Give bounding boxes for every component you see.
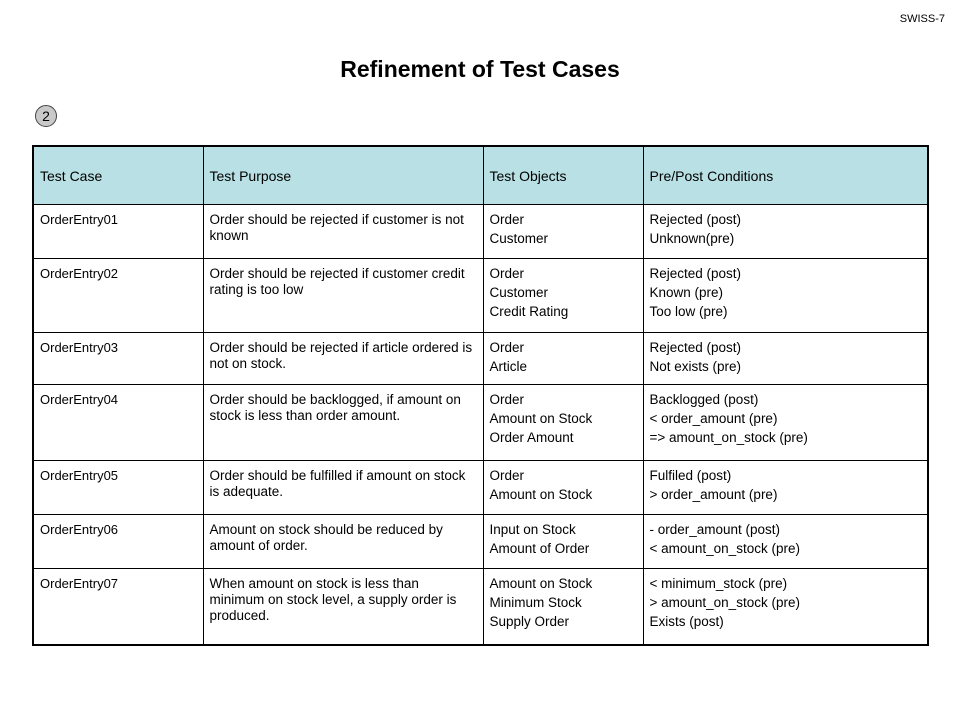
condition: Rejected (post) bbox=[649, 340, 742, 355]
test-object: Order bbox=[489, 340, 525, 355]
test-case-id: OrderEntry02 bbox=[33, 259, 203, 333]
test-purpose-cell bbox=[203, 515, 483, 569]
condition: Too low (pre) bbox=[649, 304, 728, 319]
table-row bbox=[33, 259, 928, 333]
condition: < minimum_stock (pre) bbox=[649, 576, 788, 591]
test-purpose-cell bbox=[203, 569, 483, 645]
page-title: Refinement of Test Cases bbox=[340, 56, 620, 82]
condition: Rejected (post) bbox=[649, 212, 742, 227]
test-purpose-cell bbox=[203, 461, 483, 515]
table-row bbox=[33, 569, 928, 645]
test-objects-cell bbox=[483, 385, 643, 461]
test-object: Order Amount bbox=[489, 430, 574, 445]
conditions-cell bbox=[643, 385, 928, 461]
test-objects-cell bbox=[483, 515, 643, 569]
test-object: Amount on Stock bbox=[489, 487, 593, 502]
test-object: Article bbox=[489, 359, 528, 374]
test-purpose: Order should be rejected if article ordered is not on stock. bbox=[209, 340, 473, 371]
test-objects-cell bbox=[483, 205, 643, 259]
test-case-id: OrderEntry05 bbox=[33, 461, 203, 515]
header-conditions: Pre/Post Conditions bbox=[643, 146, 928, 205]
test-object: Supply Order bbox=[489, 614, 570, 629]
test-purpose: Order should be backlogged, if amount on stock is less than order amount. bbox=[209, 392, 461, 423]
test-object: Order bbox=[489, 392, 525, 407]
header-test-purpose: Test Purpose bbox=[203, 146, 483, 205]
test-case-id: OrderEntry07 bbox=[33, 569, 203, 645]
table-row bbox=[33, 205, 928, 259]
table-row bbox=[33, 515, 928, 569]
condition: Rejected (post) bbox=[649, 266, 742, 281]
test-object: Amount on Stock bbox=[489, 411, 593, 426]
conditions-cell bbox=[643, 205, 928, 259]
test-purpose: Order should be rejected if customer credit rating is too low bbox=[209, 266, 465, 297]
condition: => amount_on_stock (pre) bbox=[649, 430, 808, 445]
test-object: Input on Stock bbox=[489, 522, 576, 537]
test-objects-cell bbox=[483, 333, 643, 385]
condition: Unknown(pre) bbox=[649, 231, 735, 246]
test-purpose: Amount on stock should be reduced by amount of order. bbox=[209, 522, 443, 553]
table-row bbox=[33, 385, 928, 461]
condition: Backlogged (post) bbox=[649, 392, 759, 407]
test-case-id: OrderEntry01 bbox=[33, 205, 203, 259]
header-test-objects: Test Objects bbox=[483, 146, 643, 205]
test-object: Customer bbox=[489, 231, 549, 246]
conditions-cell bbox=[643, 333, 928, 385]
condition: Exists (post) bbox=[649, 614, 724, 629]
test-purpose-cell bbox=[203, 205, 483, 259]
test-purpose-cell bbox=[203, 259, 483, 333]
test-object: Order bbox=[489, 266, 525, 281]
test-purpose: When amount on stock is less than minimum on stock level, a supply order is produced. bbox=[209, 576, 457, 623]
slide-id: SWISS-7 bbox=[899, 13, 945, 25]
test-object: Minimum Stock bbox=[489, 595, 582, 610]
test-purpose: Order should be fulfilled if amount on stock is adequate. bbox=[209, 468, 466, 499]
condition: Fulfiled (post) bbox=[649, 468, 732, 483]
test-object: Order bbox=[489, 212, 525, 227]
condition: - order_amount (post) bbox=[649, 522, 781, 537]
conditions-cell bbox=[643, 259, 928, 333]
table-row bbox=[33, 461, 928, 515]
condition: Not exists (pre) bbox=[649, 359, 742, 374]
test-object: Credit Rating bbox=[489, 304, 569, 319]
test-purpose-cell bbox=[203, 333, 483, 385]
condition: Known (pre) bbox=[649, 285, 724, 300]
condition: > order_amount (pre) bbox=[649, 487, 778, 502]
condition: > amount_on_stock (pre) bbox=[649, 595, 800, 610]
step-number-badge: 2 bbox=[35, 105, 57, 127]
conditions-cell bbox=[643, 515, 928, 569]
condition: < amount_on_stock (pre) bbox=[649, 541, 800, 556]
test-object: Amount on Stock bbox=[489, 576, 593, 591]
test-purpose: Order should be rejected if customer is not known bbox=[209, 212, 464, 243]
test-object: Order bbox=[489, 468, 525, 483]
test-case-id: OrderEntry04 bbox=[33, 385, 203, 461]
test-objects-cell bbox=[483, 569, 643, 645]
conditions-cell bbox=[643, 461, 928, 515]
test-objects-cell bbox=[483, 461, 643, 515]
test-case-id: OrderEntry03 bbox=[33, 333, 203, 385]
condition: < order_amount (pre) bbox=[649, 411, 778, 426]
table-row bbox=[33, 333, 928, 385]
test-purpose-cell bbox=[203, 385, 483, 461]
test-cases-table bbox=[32, 145, 929, 646]
test-case-id: OrderEntry06 bbox=[33, 515, 203, 569]
test-object: Amount of Order bbox=[489, 541, 590, 556]
table-header-row bbox=[33, 146, 928, 205]
header-test-case: Test Case bbox=[33, 146, 203, 205]
test-objects-cell bbox=[483, 259, 643, 333]
conditions-cell bbox=[643, 569, 928, 645]
test-object: Customer bbox=[489, 285, 549, 300]
